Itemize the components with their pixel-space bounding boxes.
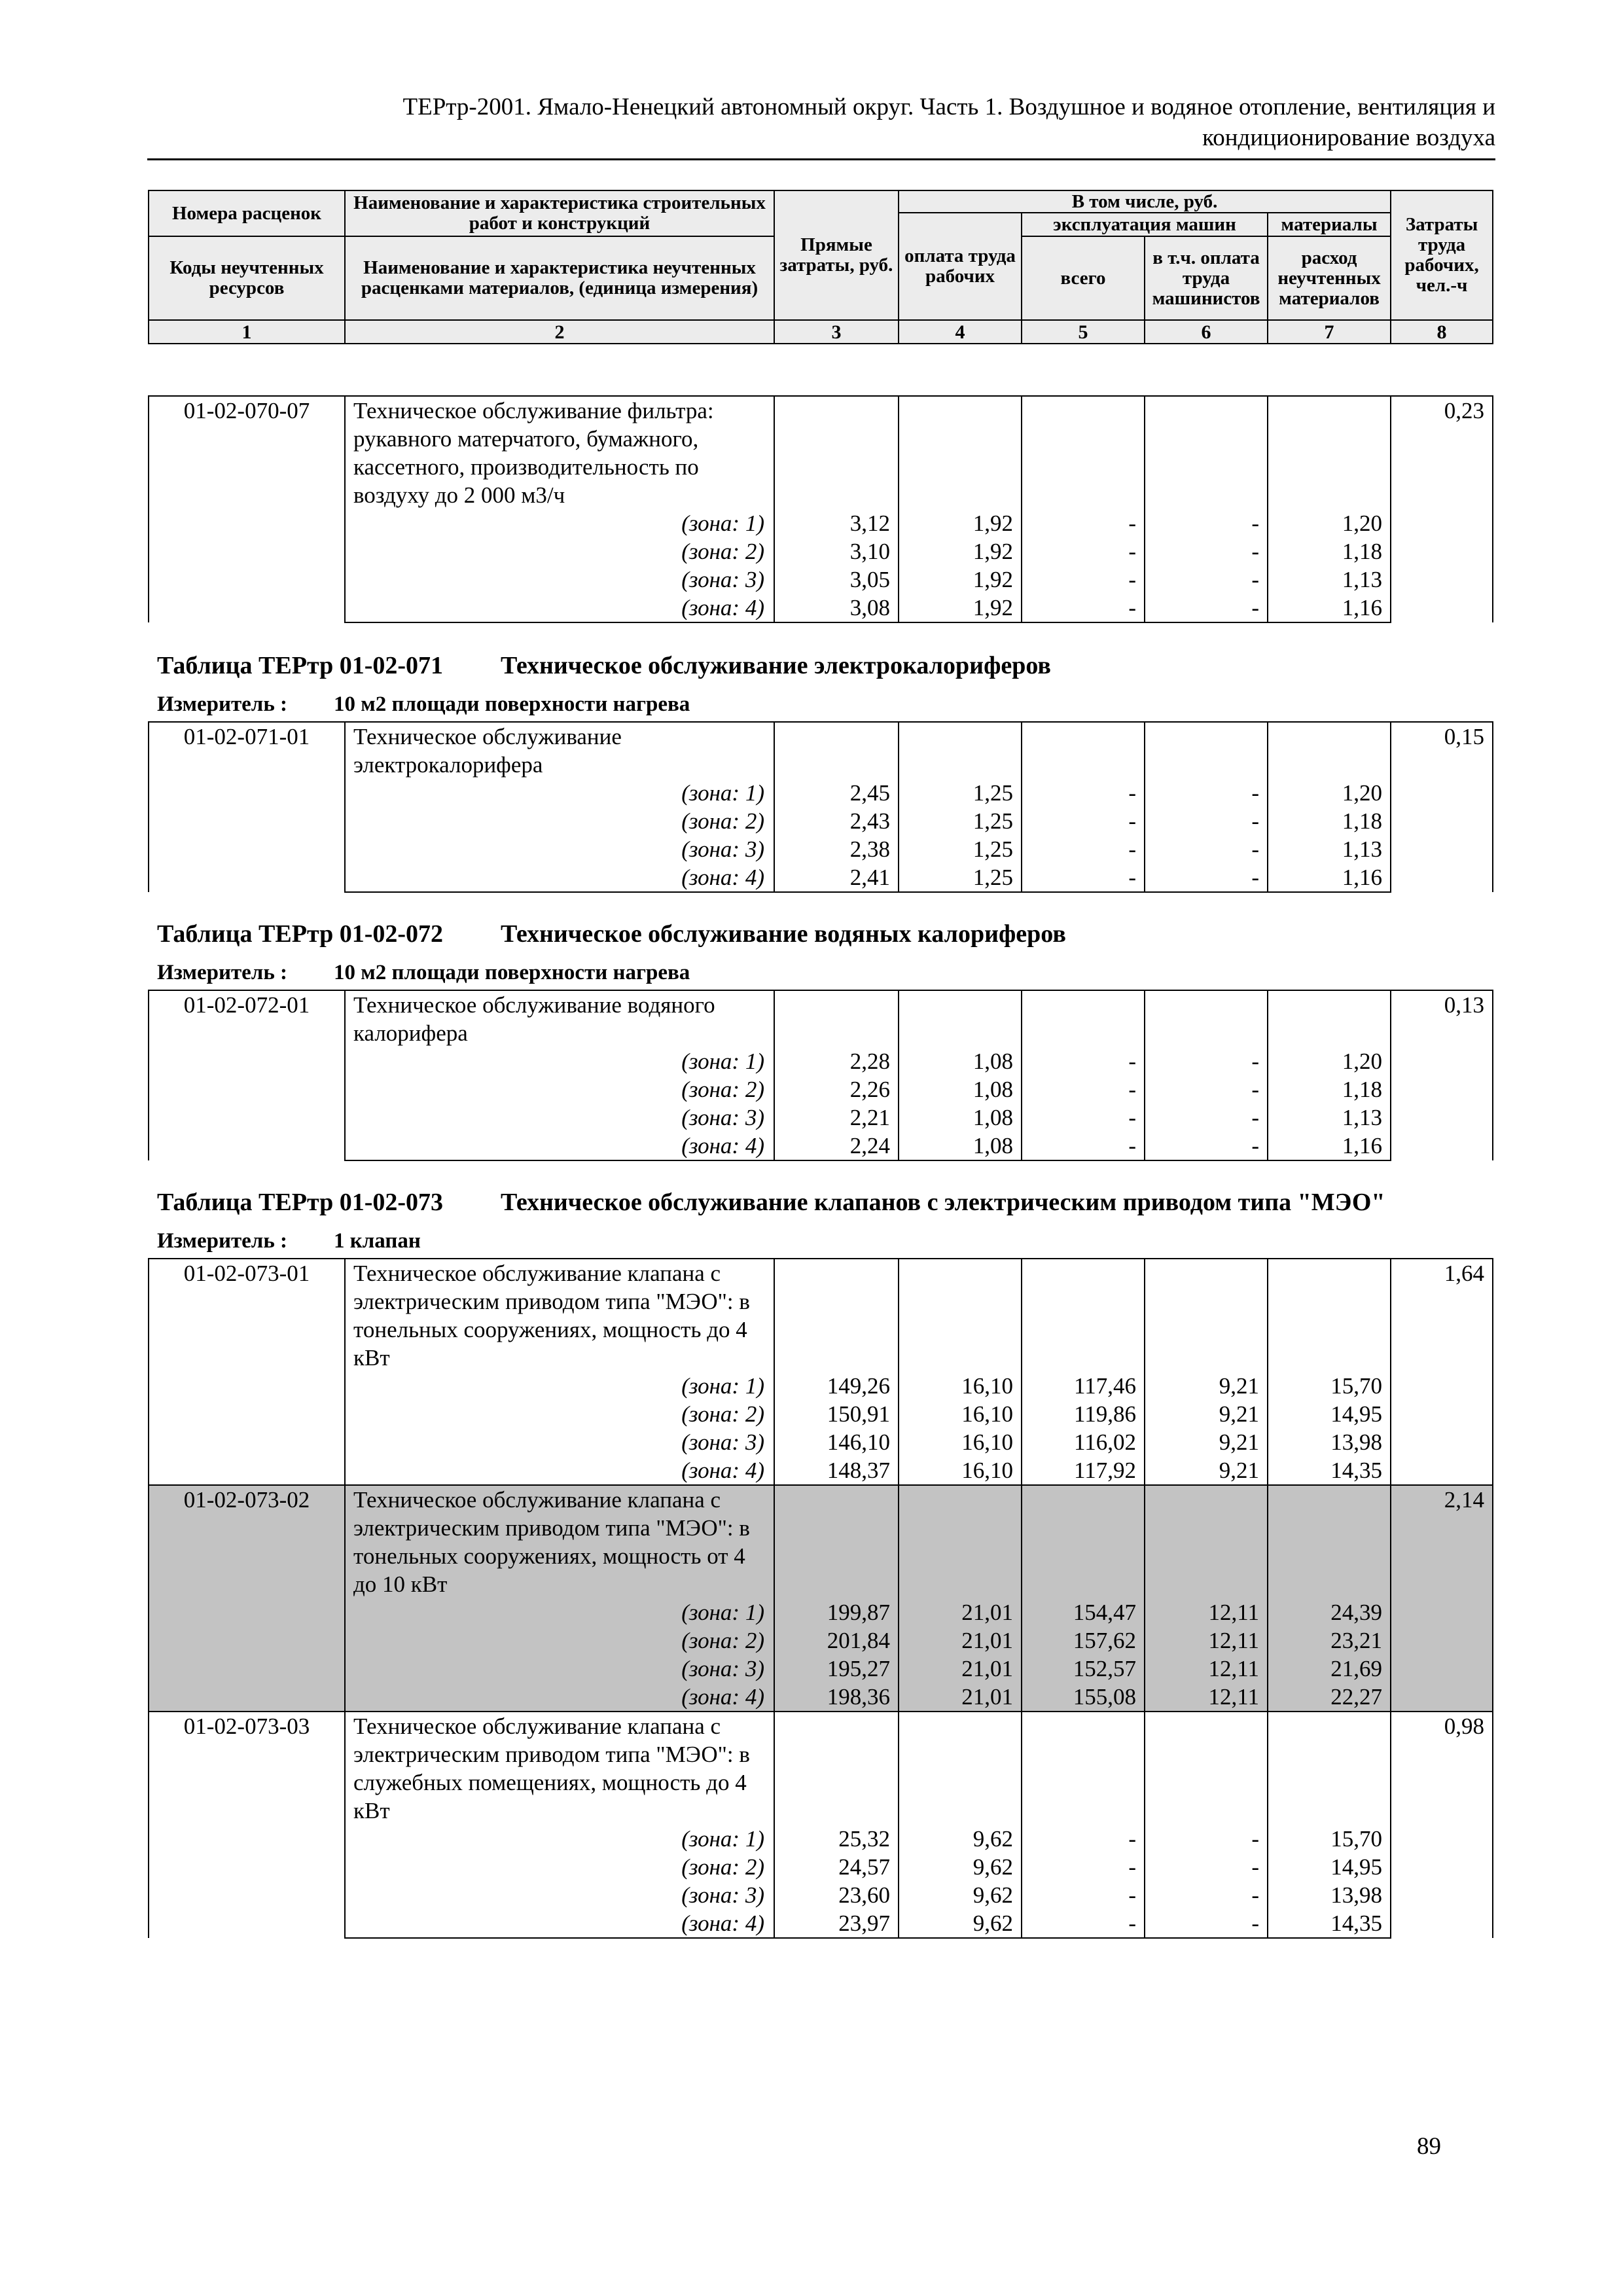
- machinist-wage: 9,21: [1145, 1400, 1268, 1428]
- machine-cost: -: [1022, 779, 1145, 807]
- zone-row: [149, 1655, 1493, 1683]
- empty-cell: [899, 990, 1022, 1047]
- direct-cost: 2,45: [774, 779, 899, 807]
- material-cost: 14,35: [1268, 1909, 1391, 1938]
- empty-cell: [899, 722, 1022, 779]
- empty-cell: [1145, 1712, 1268, 1825]
- empty-cell: [1022, 722, 1145, 779]
- zone-label: (зона: 1): [345, 1372, 774, 1400]
- direct-cost: 201,84: [774, 1626, 899, 1655]
- machine-cost: -: [1022, 1075, 1145, 1103]
- zone-label: (зона: 3): [345, 1103, 774, 1132]
- zone-row: [149, 594, 1493, 622]
- direct-cost: 146,10: [774, 1428, 899, 1456]
- wage-cost: 21,01: [899, 1626, 1022, 1655]
- zone-row: [149, 1853, 1493, 1881]
- col-number: 2: [345, 320, 774, 344]
- empty-cell: [1268, 990, 1391, 1047]
- zone-label: (зона: 2): [345, 1075, 774, 1103]
- machine-cost: -: [1022, 1132, 1145, 1160]
- empty-cell: [1268, 1712, 1391, 1825]
- material-cost: 14,95: [1268, 1400, 1391, 1428]
- machine-cost: 152,57: [1022, 1655, 1145, 1683]
- machine-cost: -: [1022, 1881, 1145, 1909]
- direct-cost: 3,12: [774, 509, 899, 537]
- zone-label: (зона: 4): [345, 863, 774, 892]
- empty-cell: [1145, 990, 1268, 1047]
- zone-label: (зона: 3): [345, 835, 774, 863]
- wage-cost: 1,25: [899, 835, 1022, 863]
- zone-label: (зона: 2): [345, 1853, 774, 1881]
- table-title-072: [157, 920, 1066, 948]
- group-header: В том числе, руб.: [899, 190, 1391, 213]
- wage-cost: 9,62: [899, 1825, 1022, 1853]
- col-number: 7: [1268, 320, 1391, 344]
- material-cost: 21,69: [1268, 1655, 1391, 1683]
- machine-cost: -: [1022, 807, 1145, 835]
- col1-bottom-header: Коды неучтенных ресурсов: [149, 236, 345, 320]
- direct-cost: 150,91: [774, 1400, 899, 1428]
- machinist-wage: -: [1145, 565, 1268, 594]
- rate-code: 01-02-070-07: [149, 396, 345, 622]
- direct-cost: 149,26: [774, 1372, 899, 1400]
- measure-label: Измеритель :: [157, 1229, 288, 1253]
- material-cost: 15,70: [1268, 1825, 1391, 1853]
- table-name: Техническое обслуживание водяных калориферов: [501, 920, 1066, 948]
- machine-cost: -: [1022, 565, 1145, 594]
- measure-line-073: [157, 1229, 421, 1253]
- direct-cost: 23,60: [774, 1881, 899, 1909]
- labor-cost: 0,13: [1391, 990, 1493, 1160]
- page-number: 89: [1417, 2133, 1441, 2160]
- zone-label: (зона: 4): [345, 594, 774, 622]
- machines-header: эксплуатация машин: [1022, 213, 1268, 236]
- rate-description: Техническое обслуживание электрокалорифера: [345, 722, 774, 779]
- direct-cost: 2,38: [774, 835, 899, 863]
- column-header-table: [148, 190, 1493, 344]
- material-cost: 22,27: [1268, 1683, 1391, 1712]
- zone-label: (зона: 2): [345, 1400, 774, 1428]
- zone-row: [149, 1428, 1493, 1456]
- machinist-wage: -: [1145, 1825, 1268, 1853]
- wage-cost: 16,10: [899, 1456, 1022, 1485]
- zone-label: (зона: 4): [345, 1909, 774, 1938]
- rate-description: Техническое обслуживание клапана с электрическим приводом типа "МЭО": в тонельных сооружениях, мощность до 4 кВт: [345, 1259, 774, 1372]
- wage-cost: 1,25: [899, 779, 1022, 807]
- direct-cost: 198,36: [774, 1683, 899, 1712]
- zone-row: [149, 779, 1493, 807]
- machine-cost: 116,02: [1022, 1428, 1145, 1456]
- zone-label: (зона: 3): [345, 565, 774, 594]
- zone-label: (зона: 2): [345, 1626, 774, 1655]
- machinist-wage: -: [1145, 1881, 1268, 1909]
- machine-cost: -: [1022, 594, 1145, 622]
- rate-table-072: [148, 990, 1493, 1161]
- wage-cost: 1,92: [899, 594, 1022, 622]
- zone-label: (зона: 3): [345, 1655, 774, 1683]
- machine-cost: 154,47: [1022, 1598, 1145, 1626]
- empty-cell: [1022, 1712, 1145, 1825]
- rate-row: [149, 722, 1493, 779]
- empty-cell: [774, 396, 899, 509]
- table-title-071: [157, 651, 1051, 680]
- material-cost: 15,70: [1268, 1372, 1391, 1400]
- machinist-wage: 12,11: [1145, 1683, 1268, 1712]
- wage-cost: 21,01: [899, 1683, 1022, 1712]
- measure-value: 1 клапан: [334, 1229, 421, 1253]
- zone-label: (зона: 4): [345, 1132, 774, 1160]
- direct-cost: 3,10: [774, 537, 899, 565]
- zone-row: [149, 1047, 1493, 1075]
- wage-cost: 1,08: [899, 1047, 1022, 1075]
- table-number: Таблица ТЕРтр 01-02-072: [157, 920, 444, 948]
- machine-cost: -: [1022, 1853, 1145, 1881]
- rate-description: Техническое обслуживание фильтра: рукавного матерчатого, бумажного, кассетного, производительность по воздуху до 2 000 м3/ч: [345, 396, 774, 509]
- machinist-wage: 12,11: [1145, 1626, 1268, 1655]
- empty-cell: [1145, 1485, 1268, 1598]
- rate-description: Техническое обслуживание клапана с электрическим приводом типа "МЭО": в служебных помещениях, мощность до 4 кВт: [345, 1712, 774, 1825]
- machinist-wage: -: [1145, 1132, 1268, 1160]
- zone-row: [149, 565, 1493, 594]
- empty-cell: [1145, 1259, 1268, 1372]
- direct-cost: 2,21: [774, 1103, 899, 1132]
- measure-label: Измеритель :: [157, 692, 288, 716]
- zone-label: (зона: 1): [345, 1825, 774, 1853]
- header-line-1: ТЕРтр-2001. Ямало-Ненецкий автономный округ. Часть 1. Воздушное и водяное отопление, вентиляция и: [402, 94, 1495, 120]
- table-name: Техническое обслуживание электрокалориферов: [501, 652, 1051, 679]
- zone-row: [149, 1825, 1493, 1853]
- zone-label: (зона: 4): [345, 1456, 774, 1485]
- measure-line-072: [157, 961, 690, 985]
- rate-row: [149, 396, 1493, 509]
- machinist-wage: -: [1145, 594, 1268, 622]
- wage-cost: 1,92: [899, 509, 1022, 537]
- machine-cost: -: [1022, 1825, 1145, 1853]
- zone-label: (зона: 1): [345, 779, 774, 807]
- zone-label: (зона: 2): [345, 807, 774, 835]
- zone-label: (зона: 4): [345, 1683, 774, 1712]
- direct-cost: 24,57: [774, 1853, 899, 1881]
- machinist-wage: 9,21: [1145, 1372, 1268, 1400]
- empty-cell: [1268, 1259, 1391, 1372]
- empty-cell: [774, 722, 899, 779]
- zone-label: (зона: 2): [345, 537, 774, 565]
- zone-row: [149, 1683, 1493, 1712]
- empty-cell: [774, 1712, 899, 1825]
- wage-cost: 1,08: [899, 1103, 1022, 1132]
- empty-cell: [1268, 722, 1391, 779]
- header-line-2: кондиционирование воздуха: [1202, 124, 1495, 151]
- material-cost: 1,20: [1268, 779, 1391, 807]
- zone-row: [149, 1075, 1493, 1103]
- machinist-wage: -: [1145, 537, 1268, 565]
- material-cost: 1,18: [1268, 537, 1391, 565]
- machinist-wage: -: [1145, 1075, 1268, 1103]
- empty-cell: [774, 1485, 899, 1598]
- empty-cell: [1145, 722, 1268, 779]
- material-cost: 1,16: [1268, 863, 1391, 892]
- zone-row: [149, 1626, 1493, 1655]
- machinist-wage: 12,11: [1145, 1598, 1268, 1626]
- material-cost: 13,98: [1268, 1428, 1391, 1456]
- measure-line-071: [157, 692, 690, 717]
- labor-cost: 0,98: [1391, 1712, 1493, 1938]
- machinist-wage: -: [1145, 863, 1268, 892]
- direct-cost: 2,43: [774, 807, 899, 835]
- machinist-wage: -: [1145, 1853, 1268, 1881]
- wage-cost: 16,10: [899, 1372, 1022, 1400]
- rate-code: 01-02-073-02: [149, 1485, 345, 1712]
- col-number: 1: [149, 320, 345, 344]
- direct-cost: 195,27: [774, 1655, 899, 1683]
- zone-row: [149, 835, 1493, 863]
- empty-cell: [1022, 1485, 1145, 1598]
- col5-header: всего: [1022, 236, 1145, 320]
- material-cost: 1,18: [1268, 1075, 1391, 1103]
- zone-row: [149, 1881, 1493, 1909]
- labor-cost: 0,15: [1391, 722, 1493, 892]
- machine-cost: 157,62: [1022, 1626, 1145, 1655]
- material-cost: 1,20: [1268, 509, 1391, 537]
- direct-cost: 23,97: [774, 1909, 899, 1938]
- col-number: 8: [1391, 320, 1493, 344]
- col2-bottom-header: Наименование и характеристика неучтенных расценками материалов, (единица измерения): [345, 236, 774, 320]
- rate-code: 01-02-073-01: [149, 1259, 345, 1485]
- machinist-wage: -: [1145, 1909, 1268, 1938]
- machine-cost: -: [1022, 1909, 1145, 1938]
- empty-cell: [899, 1485, 1022, 1598]
- labor-cost: 0,23: [1391, 396, 1493, 622]
- machine-cost: -: [1022, 1047, 1145, 1075]
- zone-label: (зона: 1): [345, 1598, 774, 1626]
- empty-cell: [899, 1712, 1022, 1825]
- page-header: [147, 92, 1495, 160]
- material-cost: 13,98: [1268, 1881, 1391, 1909]
- rate-table-073: [148, 1258, 1493, 1939]
- wage-cost: 16,10: [899, 1428, 1022, 1456]
- machine-cost: -: [1022, 509, 1145, 537]
- wage-cost: 21,01: [899, 1598, 1022, 1626]
- empty-cell: [1268, 396, 1391, 509]
- machine-cost: -: [1022, 537, 1145, 565]
- zone-row: [149, 1456, 1493, 1485]
- zone-label: (зона: 1): [345, 1047, 774, 1075]
- direct-cost: 25,32: [774, 1825, 899, 1853]
- col-number: 5: [1022, 320, 1145, 344]
- material-cost: 1,13: [1268, 835, 1391, 863]
- col8-header: Затраты труда рабочих, чел.-ч: [1391, 190, 1493, 320]
- col-number: 6: [1145, 320, 1268, 344]
- col4-header: оплата труда рабочих: [899, 213, 1022, 320]
- material-cost: 1,16: [1268, 1132, 1391, 1160]
- wage-cost: 9,62: [899, 1853, 1022, 1881]
- rate-table-071: [148, 721, 1493, 893]
- table-title-073: [157, 1188, 1385, 1217]
- rate-row: [149, 1259, 1493, 1372]
- machinist-wage: -: [1145, 509, 1268, 537]
- material-cost: 23,21: [1268, 1626, 1391, 1655]
- machinist-wage: -: [1145, 807, 1268, 835]
- zone-label: (зона: 1): [345, 509, 774, 537]
- direct-cost: 2,41: [774, 863, 899, 892]
- empty-cell: [774, 990, 899, 1047]
- measure-label: Измеритель :: [157, 961, 288, 984]
- table-name: Техническое обслуживание клапанов с электрическим приводом типа "МЭО": [501, 1189, 1385, 1216]
- empty-cell: [1268, 1485, 1391, 1598]
- direct-cost: 2,24: [774, 1132, 899, 1160]
- wage-cost: 21,01: [899, 1655, 1022, 1683]
- direct-cost: 199,87: [774, 1598, 899, 1626]
- machine-cost: 119,86: [1022, 1400, 1145, 1428]
- material-cost: 1,13: [1268, 1103, 1391, 1132]
- wage-cost: 9,62: [899, 1909, 1022, 1938]
- empty-cell: [1145, 396, 1268, 509]
- material-cost: 1,13: [1268, 565, 1391, 594]
- rate-row: [149, 1712, 1493, 1825]
- machinist-wage: 9,21: [1145, 1456, 1268, 1485]
- machine-cost: 117,92: [1022, 1456, 1145, 1485]
- rate-code: 01-02-073-03: [149, 1712, 345, 1938]
- material-cost: 1,20: [1268, 1047, 1391, 1075]
- empty-cell: [899, 396, 1022, 509]
- machinist-wage: 9,21: [1145, 1428, 1268, 1456]
- col-number: 4: [899, 320, 1022, 344]
- wage-cost: 1,92: [899, 537, 1022, 565]
- rate-code: 01-02-071-01: [149, 722, 345, 892]
- material-cost: 14,35: [1268, 1456, 1391, 1485]
- col-number: 3: [774, 320, 899, 344]
- machine-cost: -: [1022, 835, 1145, 863]
- measure-value: 10 м2 площади поверхности нагрева: [334, 961, 690, 984]
- machine-cost: 117,46: [1022, 1372, 1145, 1400]
- rate-row: [149, 1485, 1493, 1598]
- zone-row: [149, 863, 1493, 892]
- direct-cost: 148,37: [774, 1456, 899, 1485]
- rate-description: Техническое обслуживание водяного калорифера: [345, 990, 774, 1047]
- empty-cell: [899, 1259, 1022, 1372]
- zone-row: [149, 807, 1493, 835]
- material-cost: 1,18: [1268, 807, 1391, 835]
- wage-cost: 1,25: [899, 863, 1022, 892]
- wage-cost: 1,25: [899, 807, 1022, 835]
- wage-cost: 9,62: [899, 1881, 1022, 1909]
- machine-cost: -: [1022, 1103, 1145, 1132]
- zone-row: [149, 1132, 1493, 1160]
- machinist-wage: -: [1145, 835, 1268, 863]
- rate-row: [149, 990, 1493, 1047]
- material-cost: 1,16: [1268, 594, 1391, 622]
- empty-cell: [1022, 1259, 1145, 1372]
- wage-cost: 1,08: [899, 1075, 1022, 1103]
- direct-cost: 2,26: [774, 1075, 899, 1103]
- labor-cost: 2,14: [1391, 1485, 1493, 1712]
- col2-top-header: Наименование и характеристика строительных работ и конструкций: [345, 190, 774, 236]
- material-cost: 14,95: [1268, 1853, 1391, 1881]
- empty-cell: [774, 1259, 899, 1372]
- measure-value: 10 м2 площади поверхности нагрева: [334, 692, 690, 716]
- direct-cost: 3,08: [774, 594, 899, 622]
- empty-cell: [1022, 396, 1145, 509]
- rate-table-070: [148, 395, 1493, 623]
- machinist-wage: -: [1145, 1103, 1268, 1132]
- materials-header: материалы: [1268, 213, 1391, 236]
- zone-row: [149, 1372, 1493, 1400]
- empty-cell: [1022, 990, 1145, 1047]
- rate-description: Техническое обслуживание клапана с электрическим приводом типа "МЭО": в тонельных сооружениях, мощность от 4 до 10 кВт: [345, 1485, 774, 1598]
- zone-row: [149, 1103, 1493, 1132]
- zone-label: (зона: 3): [345, 1428, 774, 1456]
- machinist-wage: -: [1145, 779, 1268, 807]
- col1-top-header: Номера расценок: [149, 190, 345, 236]
- zone-label: (зона: 3): [345, 1881, 774, 1909]
- col6-header: в т.ч. оплата труда машинистов: [1145, 236, 1268, 320]
- wage-cost: 1,92: [899, 565, 1022, 594]
- rate-code: 01-02-072-01: [149, 990, 345, 1160]
- table-number: Таблица ТЕРтр 01-02-071: [157, 652, 444, 679]
- machinist-wage: 12,11: [1145, 1655, 1268, 1683]
- direct-cost: 2,28: [774, 1047, 899, 1075]
- machinist-wage: -: [1145, 1047, 1268, 1075]
- direct-cost: 3,05: [774, 565, 899, 594]
- zone-row: [149, 1598, 1493, 1626]
- zone-row: [149, 537, 1493, 565]
- col3-header: Прямые затраты, руб.: [774, 190, 899, 320]
- col7-header: расход неучтенных материалов: [1268, 236, 1391, 320]
- table-number: Таблица ТЕРтр 01-02-073: [157, 1189, 444, 1216]
- machine-cost: -: [1022, 863, 1145, 892]
- zone-row: [149, 1909, 1493, 1938]
- machine-cost: 155,08: [1022, 1683, 1145, 1712]
- wage-cost: 16,10: [899, 1400, 1022, 1428]
- material-cost: 24,39: [1268, 1598, 1391, 1626]
- wage-cost: 1,08: [899, 1132, 1022, 1160]
- zone-row: [149, 1400, 1493, 1428]
- zone-row: [149, 509, 1493, 537]
- labor-cost: 1,64: [1391, 1259, 1493, 1485]
